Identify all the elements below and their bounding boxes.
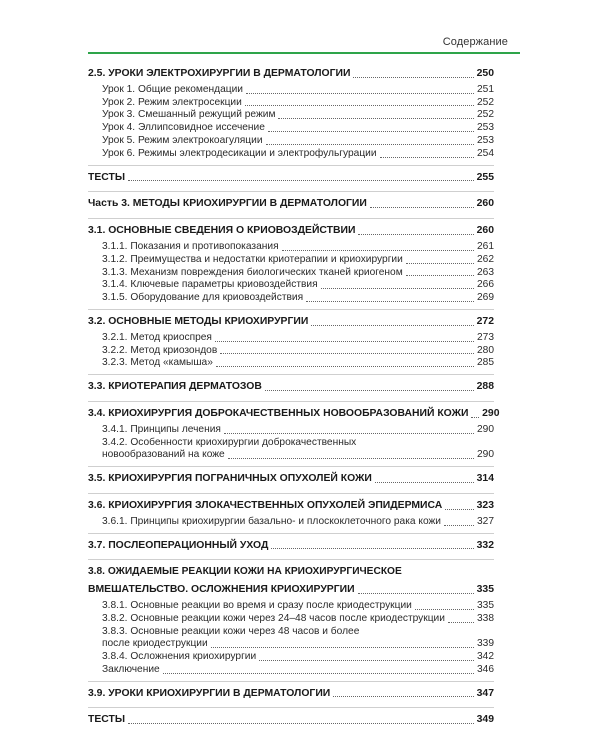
toc-section-tests-2 <box>88 708 494 734</box>
toc-page-number: 251 <box>477 83 494 95</box>
toc-item[interactable] <box>88 613 494 626</box>
toc-item-text: Урок 4. Эллипсовидное иссечение <box>102 122 265 134</box>
toc-heading-text: 3.5. КРИОХИРУРГИЯ ПОГРАНИЧНЫХ ОПУХОЛЕЙ КОЖИ <box>88 473 372 485</box>
toc-item[interactable] <box>88 97 494 110</box>
toc-page-number: 254 <box>477 147 494 159</box>
toc-heading-wrapped-line[interactable]: 3.8. ОЖИДАЕМЫЕ РЕАКЦИИ КОЖИ НА КРИОХИРУРГИЧЕСКОЕ <box>88 566 402 578</box>
toc-heading-text: ТЕСТЫ <box>88 171 126 183</box>
toc-item-text: Урок 1. Общие рекомендации <box>102 83 243 95</box>
toc-page-number: 253 <box>477 122 494 134</box>
toc-section-3-9 <box>88 682 494 709</box>
toc-page-number: 260 <box>476 225 494 237</box>
toc-heading[interactable] <box>88 498 494 516</box>
toc-item[interactable] <box>88 267 494 280</box>
header-rule <box>88 52 520 54</box>
toc-page-number: 263 <box>477 266 494 278</box>
toc-item[interactable] <box>88 357 494 370</box>
toc-page-number: 290 <box>477 423 494 435</box>
toc-page-number: 314 <box>476 473 494 485</box>
toc-item[interactable] <box>88 135 494 148</box>
toc-item-text: 3.8.4. Осложнения криохирургии <box>102 651 257 663</box>
toc-item-text: 3.2.1. Метод криоспрея <box>102 331 212 343</box>
toc-heading-text: 3.9. УРОКИ КРИОХИРУРГИИ В ДЕРМАТОЛОГИИ <box>88 687 331 699</box>
toc-heading[interactable] <box>88 471 494 489</box>
toc-section-3-3 <box>88 375 494 402</box>
toc-item-text: 3.1.2. Преимущества и недостатки криотерапии и криохирургии <box>102 253 403 265</box>
toc-heading[interactable] <box>88 686 494 704</box>
toc-heading[interactable] <box>88 170 494 188</box>
toc-item-text: 3.4.1. Принципы лечения <box>102 423 221 435</box>
toc-heading-text: ТЕСТЫ <box>88 714 126 726</box>
toc-item[interactable] <box>88 516 494 529</box>
toc-section-3-1 <box>88 219 494 310</box>
toc-section-3-7 <box>88 534 494 561</box>
toc-page-number: 335 <box>477 599 494 611</box>
toc-item-text: после криодеструкции <box>102 638 208 650</box>
toc-item-wrapped-line[interactable]: 3.8.3. Основные реакции кожи через 48 часов и более <box>102 625 360 637</box>
toc-page-number: 290 <box>477 449 494 461</box>
toc-part-3 <box>88 192 494 219</box>
toc-page-number: 255 <box>476 171 494 183</box>
toc-page-number: 290 <box>482 407 500 419</box>
toc-item[interactable] <box>88 254 494 267</box>
toc-section-2-5 <box>88 62 494 166</box>
page-header-title: Содержание <box>442 36 508 48</box>
toc-page-number: 260 <box>476 198 494 210</box>
toc-item-wrapped-line[interactable]: 3.4.2. Особенности криохирургии доброкачественных <box>102 436 357 448</box>
toc-page-number: 346 <box>477 663 494 675</box>
toc-page-number: 285 <box>477 357 494 369</box>
toc-heading-text: 2.5. УРОКИ ЭЛЕКТРОХИРУРГИИ В ДЕРМАТОЛОГИИ <box>88 68 351 79</box>
toc-heading[interactable] <box>88 66 494 84</box>
toc-item-text: 3.2.2. Метод криозондов <box>102 344 218 356</box>
toc-heading-text: 3.1. ОСНОВНЫЕ СВЕДЕНИЯ О КРИОВОЗДЕЙСТВИИ <box>88 225 356 237</box>
toc-item-text: 3.1.3. Механизм повреждения биологических тканей криогеном <box>102 266 403 278</box>
toc-item[interactable] <box>88 109 494 122</box>
toc-item[interactable] <box>88 332 494 345</box>
toc-item[interactable] <box>88 600 494 613</box>
toc-page-number: 339 <box>477 638 494 650</box>
toc-page-number: 288 <box>476 381 494 393</box>
toc-heading[interactable] <box>88 582 494 600</box>
toc-item-text: 3.8.1. Основные реакции во время и сразу после криодеструкции <box>102 599 412 611</box>
toc-page-number: 252 <box>477 109 494 121</box>
toc-item[interactable] <box>88 345 494 358</box>
toc-part-prefix: Часть 3. <box>88 198 130 210</box>
toc-item[interactable] <box>88 424 494 437</box>
toc-item[interactable] <box>88 292 494 305</box>
toc-page-number: 250 <box>476 68 494 79</box>
toc-item-text: Заключение <box>102 663 160 675</box>
toc-heading[interactable] <box>88 314 494 332</box>
toc-page-number: 262 <box>477 253 494 265</box>
toc-item[interactable] <box>88 664 494 677</box>
toc-item[interactable] <box>88 148 494 161</box>
toc-item-text: 3.1.1. Показания и противопоказания <box>102 240 279 252</box>
toc-section-3-5 <box>88 467 494 494</box>
toc-heading-text: ВМЕШАТЕЛЬСТВО. ОСЛОЖНЕНИЯ КРИОХИРУРГИИ <box>88 584 355 596</box>
toc-page-number: 261 <box>477 240 494 252</box>
toc-item[interactable] <box>88 241 494 254</box>
toc-heading-text: 3.7. ПОСЛЕОПЕРАЦИОННЫЙ УХОД <box>88 539 269 551</box>
toc-item[interactable] <box>88 449 494 462</box>
toc-page-number: 272 <box>476 315 494 327</box>
toc-page-number: 266 <box>477 279 494 291</box>
toc-heading[interactable] <box>88 712 494 730</box>
toc-page-number: 269 <box>477 292 494 304</box>
toc-page-number: 342 <box>477 651 494 663</box>
toc-item-text: Урок 2. Режим электросекции <box>102 96 242 108</box>
toc-heading-text: 3.3. КРИОТЕРАПИЯ ДЕРМАТОЗОВ <box>88 381 262 393</box>
toc-page-number: 332 <box>476 539 494 551</box>
toc-section-3-6 <box>88 494 494 534</box>
toc-heading-text: 3.4. КРИОХИРУРГИЯ ДОБРОКАЧЕСТВЕННЫХ НОВООБРАЗОВАНИЙ КОЖИ <box>88 407 469 419</box>
toc-page-number: 347 <box>476 687 494 699</box>
toc-heading[interactable] <box>88 379 494 397</box>
toc-item-text: Урок 3. Смешанный режущий режим <box>102 109 276 121</box>
table-of-contents <box>88 62 500 734</box>
toc-heading[interactable] <box>88 223 494 241</box>
toc-item[interactable] <box>88 651 494 664</box>
toc-page-number: 252 <box>477 96 494 108</box>
toc-page-number: 253 <box>477 134 494 146</box>
toc-item[interactable] <box>88 279 494 292</box>
toc-section-3-4 <box>88 402 500 467</box>
toc-page-number: 335 <box>476 584 494 596</box>
toc-item[interactable] <box>88 84 494 97</box>
toc-heading[interactable] <box>88 406 500 424</box>
toc-item-text: новообразований на коже <box>102 449 225 461</box>
toc-page-number: 349 <box>476 714 494 726</box>
toc-item-text: 3.6.1. Принципы криохирургии базально- и плоскоклеточного рака кожи <box>102 515 442 527</box>
toc-part-title: МЕТОДЫ КРИОХИРУРГИИ В ДЕРМАТОЛОГИИ <box>132 198 367 210</box>
toc-item-text: Урок 5. Режим электрокоагуляции <box>102 134 263 146</box>
toc-page-number: 280 <box>477 344 494 356</box>
toc-item-text: 3.1.5. Оборудование для криовоздействия <box>102 292 304 304</box>
toc-item-text: 3.2.3. Метод «камыша» <box>102 357 213 369</box>
toc-item[interactable] <box>88 122 494 135</box>
toc-item-text: Урок 6. Режимы электродесикации и электрофульгурации <box>102 147 377 159</box>
toc-item-text: 3.8.2. Основные реакции кожи через 24–48 часов после криодеструкции <box>102 612 445 624</box>
toc-page-number: 273 <box>477 331 494 343</box>
toc-page-number: 323 <box>476 499 494 511</box>
toc-section-3-2 <box>88 310 494 375</box>
toc-page-number: 338 <box>477 612 494 624</box>
toc-heading[interactable] <box>88 538 494 556</box>
toc-page-number: 327 <box>477 515 494 527</box>
toc-item[interactable] <box>88 638 494 651</box>
toc-section-3-8 <box>88 560 494 681</box>
toc-heading-text: 3.2. ОСНОВНЫЕ МЕТОДЫ КРИОХИРУРГИИ <box>88 315 309 327</box>
toc-section-tests-1 <box>88 166 494 193</box>
toc-part-heading[interactable] <box>88 196 494 214</box>
toc-item-text: 3.1.4. Ключевые параметры криовоздействия <box>102 279 318 291</box>
toc-heading-text: 3.6. КРИОХИРУРГИЯ ЗЛОКАЧЕСТВЕННЫХ ОПУХОЛЕЙ ЭПИДЕРМИСА <box>88 499 443 511</box>
